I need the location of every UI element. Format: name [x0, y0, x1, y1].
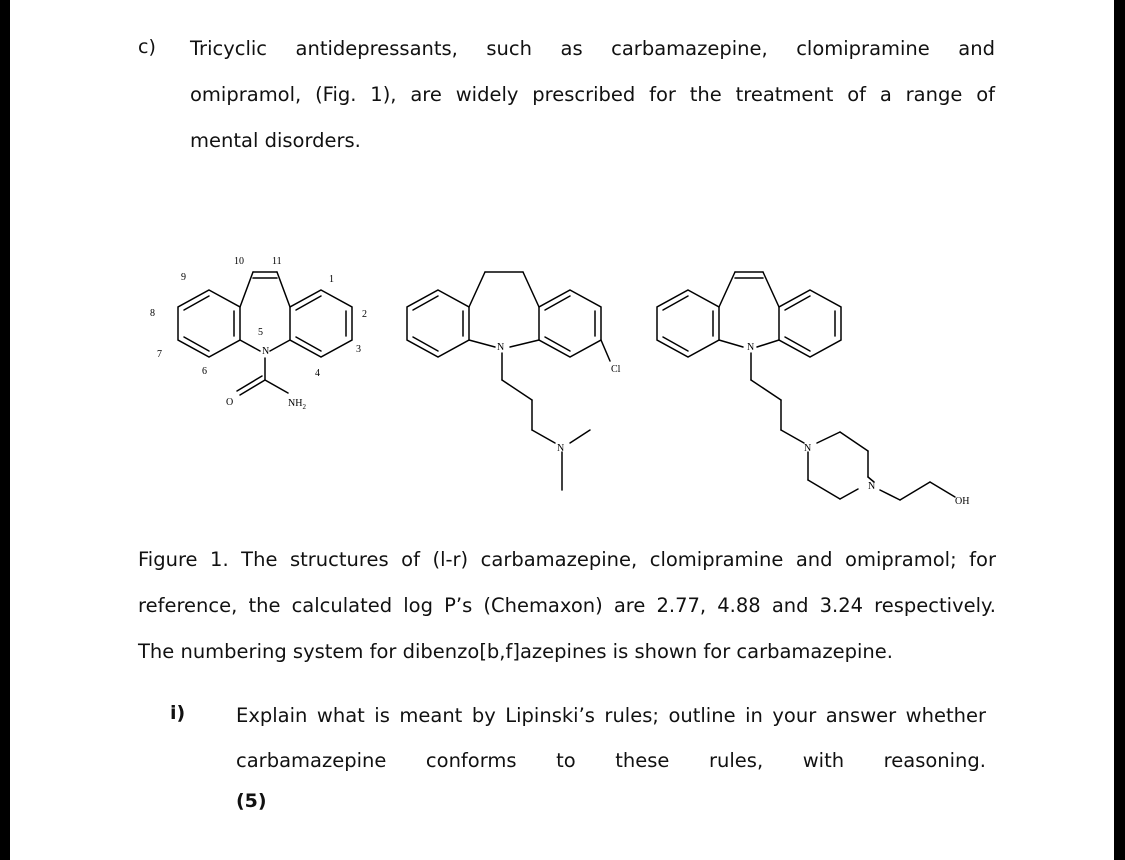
svg-text:NH2 — [288, 398, 306, 411]
numbering-5: 5 — [258, 327, 263, 338]
numbering-6: 6 — [202, 366, 207, 377]
omipramol-structure — [657, 272, 969, 507]
carbamazepine-nh2-subscript: 2 — [302, 403, 306, 411]
omipramol-piperazine-n-lower-label: N — [868, 481, 876, 492]
document-page — [10, 0, 1114, 860]
question-line-1: Tricyclic antidepressants, such as carbamazepine, clomipramine and — [190, 37, 995, 60]
question-line-3: mental disorders. — [190, 129, 361, 152]
numbering-1: 1 — [329, 274, 334, 285]
marks-allocation: (5) — [236, 790, 267, 812]
numbering-3: 3 — [356, 344, 361, 355]
carbamazepine-n-label: N — [262, 346, 270, 357]
question-line-2: omipramol, (Fig. 1), are widely prescribed for the treatment of a range of — [190, 83, 995, 106]
carbamazepine-structure — [150, 256, 367, 411]
numbering-9: 9 — [181, 272, 186, 283]
carbamazepine-nh2-label: NH — [288, 398, 303, 409]
subquestion-line-2: carbamazepine conforms to these rules, with reasoning. — [236, 749, 986, 772]
figure-1-structures — [140, 240, 1000, 530]
numbering-8: 8 — [150, 308, 155, 319]
numbering-11: 11 — [272, 256, 282, 267]
clomipramine-structure — [407, 272, 621, 490]
omipramol-oh-label: OH — [955, 496, 970, 507]
clomipramine-n-label: N — [497, 342, 505, 353]
numbering-7: 7 — [157, 349, 162, 360]
subquestion-line-1: Explain what is meant by Lipinski’s rules; outline in your answer whether — [236, 704, 986, 727]
figure-caption-line-2: reference, the calculated log P’s (Chemaxon) are 2.77, 4.88 and 3.24 respectively. — [138, 594, 996, 617]
carbamazepine-o-label: O — [226, 397, 234, 408]
clomipramine-cl-label: Cl — [611, 364, 621, 375]
omipramol-piperazine-n-upper-label: N — [804, 443, 812, 454]
clomipramine-amine-n-label: N — [557, 443, 565, 454]
numbering-10: 10 — [234, 256, 244, 267]
figure-caption-line-3: The numbering system for dibenzo[b,f]azepines is shown for carbamazepine. — [138, 640, 893, 663]
figure-caption-line-1: Figure 1. The structures of (l-r) carbamazepine, clomipramine and omipramol; for — [138, 548, 996, 571]
numbering-4: 4 — [315, 368, 320, 379]
numbering-2: 2 — [362, 309, 367, 320]
omipramol-ring-n-label: N — [747, 342, 755, 353]
question-marker: c) — [138, 36, 156, 58]
subquestion-marker: i) — [170, 702, 186, 724]
